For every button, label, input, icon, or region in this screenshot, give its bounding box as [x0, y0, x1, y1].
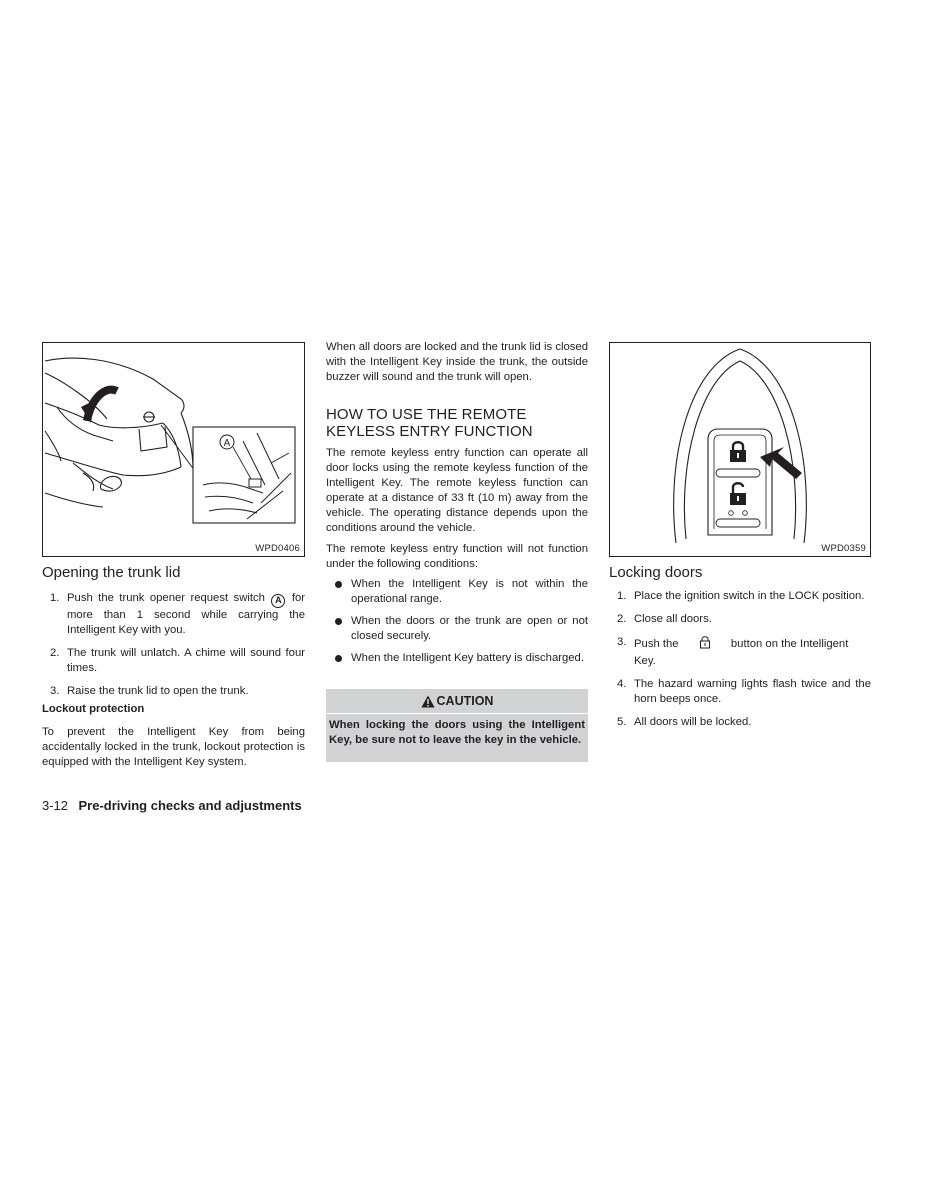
- page-footer: [42, 797, 302, 815]
- step-number: 1.: [50, 592, 60, 604]
- bullet-icon: [335, 581, 342, 588]
- caution-box: [326, 689, 588, 762]
- bullet-icon: [335, 655, 342, 662]
- section-title-locking-doors: Locking doors: [609, 564, 703, 581]
- list-item: When the Intelligent Key is not within the operational range.: [326, 577, 588, 607]
- intro-paragraph: When all doors are locked and the trunk lid is closed with the Intelligent Key inside the trunk, the outside buzzer will sound and the trunk will open.: [326, 341, 588, 383]
- list-item: 5. All doors will be locked.: [617, 716, 752, 728]
- list-item: 3. Push the button on the Intelligent Key.: [617, 636, 849, 667]
- step-number: 3.: [50, 684, 60, 697]
- remote-paragraph-1: The remote keyless entry function can operate all door locks using the remote keyless function of the Intelligent Key. The remote keyless function can operate at a distance of 33 ft (10 m) away from the vehicle. The operating distance depends upon the conditions around the vehicle.: [326, 447, 588, 534]
- figure-code: WPD0359: [821, 543, 866, 554]
- trunk-opener-illustration: [43, 343, 304, 556]
- trunk-steps: [42, 591, 305, 707]
- lockout-paragraph: To prevent the Intelligent Key from being accidentally locked in the trunk, lockout protection is equipped with the Intelligent Key system.: [42, 726, 305, 768]
- caution-title: CAUTION: [436, 694, 494, 708]
- intelligent-key-figure: [609, 342, 871, 557]
- figure-callout-a: A: [223, 438, 231, 449]
- list-item: 2. Close all doors.: [617, 613, 712, 625]
- caution-header: [326, 689, 588, 714]
- list-item: 1. Place the ignition switch in the LOCK position.: [617, 590, 865, 602]
- figure-code: WPD0406: [255, 543, 300, 554]
- step-number: 2.: [617, 613, 627, 625]
- lock-button-icon: [682, 635, 728, 654]
- list-item: 2. The trunk will unlatch. A chime will sound four times.: [50, 646, 305, 674]
- condition-list: [326, 577, 588, 673]
- section-title-opening-trunk: Opening the trunk lid: [42, 564, 181, 581]
- step-number: 4.: [617, 678, 627, 690]
- step-number: 1.: [617, 590, 627, 602]
- list-item: When the doors or the trunk are open or not closed securely.: [326, 614, 588, 644]
- heading-remote-keyless: HOW TO USE THE REMOTE KEYLESS ENTRY FUNCTION: [326, 406, 533, 440]
- trunk-opener-figure: [42, 342, 305, 557]
- caution-text: When locking the doors using the Intelligent Key, be sure not to leave the key in the vehicle.: [329, 719, 585, 746]
- subheading-lockout: Lockout protection: [42, 703, 145, 715]
- step-number: 5.: [617, 716, 627, 728]
- intelligent-key-illustration: [610, 343, 870, 556]
- locking-steps: [609, 589, 871, 738]
- list-item: When the Intelligent Key battery is discharged.: [326, 651, 588, 666]
- list-item: 1. Push the trunk opener request switch A for more than 1 second while carrying the Intelligent Key with you.: [50, 592, 306, 636]
- remote-paragraph-2: The remote keyless entry function will not function under the following conditions:: [326, 543, 588, 570]
- warning-triangle-icon: [421, 695, 435, 708]
- callout-a-marker: A: [271, 594, 285, 608]
- list-item: 4. The hazard warning lights flash twice and the horn beeps once.: [617, 678, 871, 705]
- chapter-title: Pre-driving checks and adjustments: [78, 798, 302, 813]
- step-number: 2.: [50, 646, 60, 659]
- bullet-icon: [335, 618, 342, 625]
- list-item: 3. Raise the trunk lid to open the trunk.: [50, 684, 249, 697]
- step-number: 3.: [617, 636, 627, 648]
- page-number: 3-12: [42, 798, 69, 813]
